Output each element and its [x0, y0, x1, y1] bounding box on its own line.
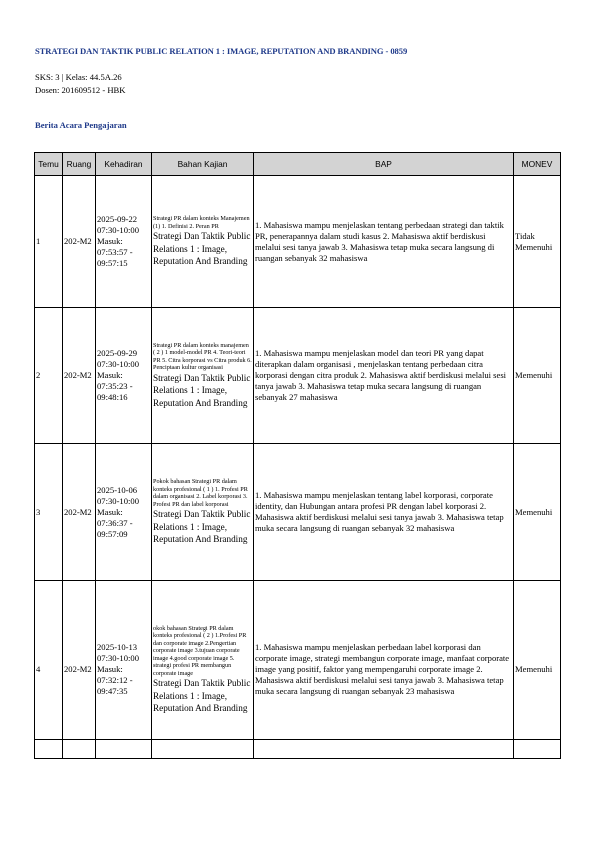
section-title: Berita Acara Pengajaran [35, 120, 127, 130]
bap-table [34, 152, 561, 759]
table-row [35, 581, 561, 759]
cell-monev: Tidak Memenuhi [514, 176, 561, 308]
cell-monev: Memenuhi [514, 308, 561, 444]
bahan-title: Strategi Dan Taktik Public Relations 1 : Image, Reputation And Branding [153, 372, 251, 408]
bahan-detail: okok bahasan Strategi PR dalam konteks profesional ( 2 ) 1.Profesi PR dan corporate image 2.Pengertian corporate image 3.tujuan corporate image 4.good corporate image 5. strategi profesi PR membangun corporate image [153, 624, 247, 677]
col-header-bap: BAP [254, 153, 514, 176]
document-title: STRATEGI DAN TAKTIK PUBLIC RELATION 1 : IMAGE, REPUTATION AND BRANDING - 0859 [35, 46, 408, 56]
cell-temu: 4 [35, 581, 63, 759]
cell-monev: Memenuhi [514, 444, 561, 581]
col-header-ruang: Ruang [63, 153, 96, 176]
table-continuation-line [34, 739, 560, 740]
cell-monev: Memenuhi [514, 581, 561, 759]
cell-ruang: 202-M2 [63, 444, 96, 581]
bahan-detail: Strategi PR dalam konteks manajemen ( 2 ) 1 model-model PR 4. Teori-teori PR 5. Citra korporasi vs Citra produk 6. Penciptaan kultur organisasi [153, 341, 252, 372]
cell-temu: 1 [35, 176, 63, 308]
cell-bap: 1. Mahasiswa mampu menjelaskan tentang label korporasi, corporate identity, dan Hubungan antara profesi PR dengan label korporasi 2. Mahasiswa aktif berdiskusi melalui sesi tanya jawab 3. Mahasiswa tetap muka secara langsung di ruangan sebanyak 32 mahasiswa [254, 444, 514, 581]
cell-kehadiran: 2025-09-29 07:30-10:00 Masuk: 07:35:23 - 09:48:16 [96, 308, 152, 444]
cell-bahan-kajian [152, 308, 254, 444]
bahan-detail: Strategi PR dalam konteks Manajemen (1) 1. Definisi 2. Peran PR [153, 215, 250, 230]
bahan-title: Strategi Dan Taktik Public Relations 1 : Image, Reputation And Branding [153, 231, 251, 267]
cell-kehadiran: 2025-10-06 07:30-10:00 Masuk: 07:36:37 - 09:57:09 [96, 444, 152, 581]
cell-bap: 1. Mahasiswa mampu menjelaskan perbedaan label korporasi dan corporate image, strategi membangun corporate image, manfaat corporate image yang positif, faktor yang mempengaruhi corporate image 2. Mahasiswa aktif berdiskusi melalui sesi tanya jawab 3. Mahasiswa tetap muka secara langsung di ruangan sebanyak 23 mahasiswa [254, 581, 514, 759]
course-meta: SKS: 3 | Kelas: 44.5A.26 [35, 72, 122, 82]
cell-ruang: 202-M2 [63, 176, 96, 308]
col-header-monev: MONEV [514, 153, 561, 176]
cell-kehadiran: 2025-09-22 07:30-10:00 Masuk: 07:53:57 - 09:57:15 [96, 176, 152, 308]
cell-bap: 1. Mahasiswa mampu menjelaskan tentang perbedaan strategi dan taktik PR, penerapannya dalam studi kasus 2. Mahasiswa aktif berdiskusi melalui sesi tanya jawab 3. Mahasiswa tetap muka secara langsung di ruangan sebanyak 32 mahasiswa [254, 176, 514, 308]
cell-bahan-kajian [152, 444, 254, 581]
cell-ruang: 202-M2 [63, 581, 96, 759]
cell-bahan-kajian [152, 581, 254, 759]
col-header-temu: Temu [35, 153, 63, 176]
cell-bap: 1. Mahasiswa mampu menjelaskan model dan teori PR yang dapat diterapkan dalam organisasi , menjelaskan tentang perbedaan citra korporasi dengan citra produk 2. Mahasiswa aktif berdiskusi melalui sesi tanya jawab 3. Mahasiswa tetap muka secara langsung di ruangan sebanyak 27 mahasiswa [254, 308, 514, 444]
cell-ruang: 202-M2 [63, 308, 96, 444]
lecturer-meta: Dosen: 201609512 - HBK [35, 85, 126, 95]
col-header-kehadiran: Kehadiran [96, 153, 152, 176]
cell-temu: 3 [35, 444, 63, 581]
table-row [35, 176, 561, 308]
cell-kehadiran: 2025-10-13 07:30-10:00 Masuk: 07:32:12 - 09:47:35 [96, 581, 152, 759]
col-header-bahan-kajian: Bahan Kajian [152, 153, 254, 176]
bahan-detail: Pokok bahasan Strategi PR dalam konteks profesional ( 1 ) 1. Profesi PR dalam organisasi 2. Label korporasi 3. Profesi PR dan label korporasi [153, 478, 248, 508]
cell-bahan-kajian [152, 176, 254, 308]
cell-temu: 2 [35, 308, 63, 444]
table-row [35, 308, 561, 444]
bahan-title: Strategi Dan Taktik Public Relations 1 : Image, Reputation And Branding [153, 678, 251, 713]
table-row [35, 444, 561, 581]
bahan-title: Strategi Dan Taktik Public Relations 1 : Image, Reputation And Branding [153, 509, 251, 545]
table-header-row [35, 153, 561, 176]
